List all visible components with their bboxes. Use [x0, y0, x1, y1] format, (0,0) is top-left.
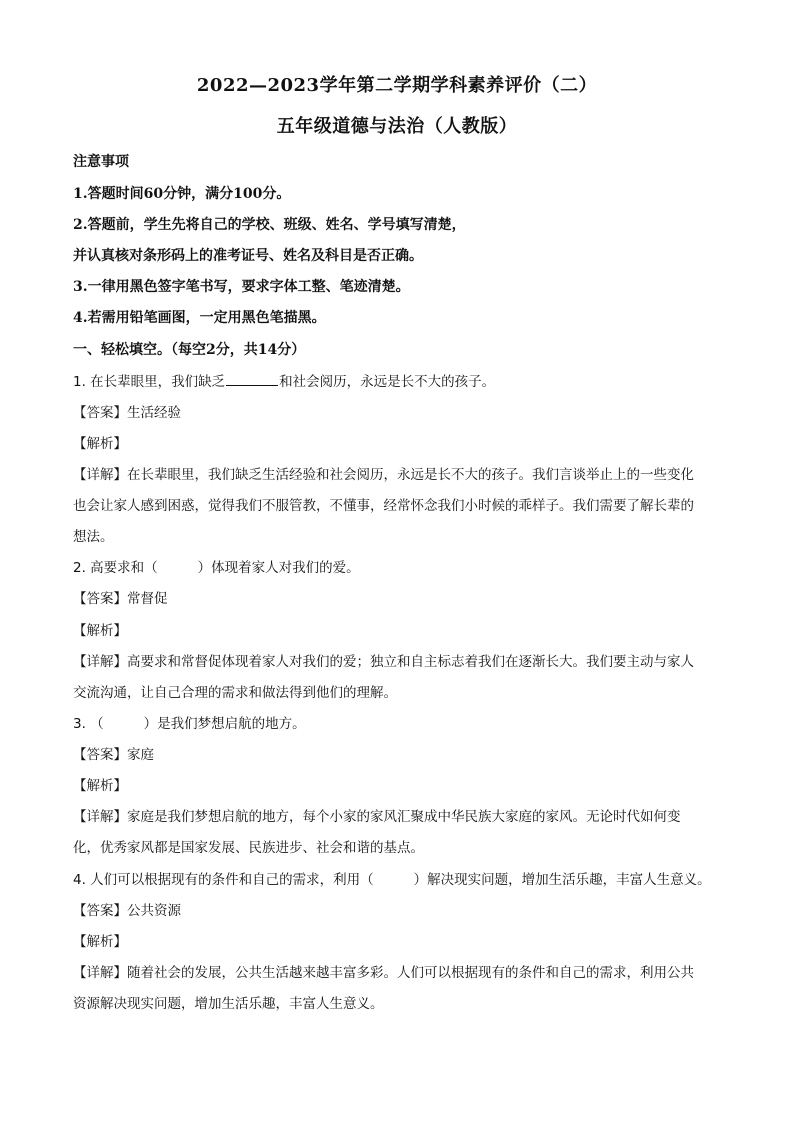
notes-heading: 注意事项: [73, 154, 129, 170]
question-1: [73, 370, 495, 390]
analysis-label: 【解析】: [73, 934, 127, 950]
answer-row: [73, 743, 154, 763]
detail-text: 在长辈眼里，我们缺乏生活经验和社会阅历，永远是长不大的孩子。我们言谈举止上的一些变化: [127, 467, 694, 483]
question-4: [73, 868, 711, 888]
answer-label: 【答案】: [73, 591, 127, 607]
analysis-label: 【解析】: [73, 436, 127, 452]
detail-text: 高要求和常督促体现着家人对我们的爱；独立和自主标志着我们在逐渐长大。我们要主动与家人: [127, 654, 694, 670]
analysis-label: 【解析】: [73, 778, 127, 794]
detail-row: [73, 805, 681, 825]
analysis-label: 【解析】: [73, 623, 127, 639]
question-text: 和社会阅历，永远是长不大的孩子。: [279, 374, 496, 390]
detail-text: 想法。: [73, 529, 114, 545]
question-text: ）解决现实问题，增加生活乐趣，丰富人生意义。: [413, 872, 711, 888]
detail-text: 家庭是我们梦想启航的地方，每个小家的家风汇聚成中华民族大家庭的家风。无论时代如何变: [127, 809, 681, 825]
question-text: 3. （: [73, 716, 104, 732]
detail-label: 【详解】: [73, 467, 127, 483]
question-3: [73, 712, 306, 732]
answer-value: 常督促: [127, 591, 168, 607]
question-text: 2. 高要求和（: [73, 560, 158, 576]
exam-title: 2022—2023学年第二学期学科素养评价（二）: [196, 75, 598, 96]
question-text: ）体现着家人对我们的爱。: [197, 560, 360, 576]
section-heading: 一、轻松填空。（每空2分，共14分）: [73, 342, 306, 358]
note-item: 1.答题时间60分钟，满分100分。: [73, 186, 291, 202]
detail-label: 【详解】: [73, 654, 127, 670]
answer-label: 【答案】: [73, 903, 127, 919]
answer-row: [73, 899, 181, 919]
answer-row: [73, 401, 181, 421]
detail-row: [73, 961, 694, 981]
detail-text: 交流沟通，让自己合理的需求和做法得到他们的理解。: [73, 685, 397, 701]
detail-text: 也会让家人感到困惑，觉得我们不服管教，不懂事，经常怀念我们小时候的乖样子。我们需要了解长辈的: [73, 498, 694, 514]
detail-label: 【详解】: [73, 965, 127, 981]
answer-blank: [226, 373, 278, 386]
detail-text: 化，优秀家风都是国家发展、民族进步、社会和谐的基点。: [73, 840, 424, 856]
question-2: [73, 556, 360, 576]
question-text: ）是我们梦想启航的地方。: [143, 716, 306, 732]
note-item: 3.一律用黑色签字笔书写，要求字体工整、笔迹清楚。: [73, 279, 410, 295]
answer-value: 家庭: [127, 747, 154, 763]
answer-value: 生活经验: [127, 405, 181, 421]
answer-label: 【答案】: [73, 747, 127, 763]
detail-row: [73, 650, 694, 670]
note-item: 4.若需用铅笔画图，一定用黑色笔描黑。: [73, 310, 326, 326]
note-item: 并认真核对条形码上的准考证号、姓名及科目是否正确。: [73, 248, 423, 264]
detail-text: 资源解决现实问题，增加生活乐趣，丰富人生意义。: [73, 996, 384, 1012]
detail-row: [73, 463, 694, 483]
answer-value: 公共资源: [127, 903, 181, 919]
question-text: 1. 在长辈眼里，我们缺乏: [73, 374, 226, 390]
detail-text: 随着社会的发展，公共生活越来越丰富多彩。人们可以根据现有的条件和自己的需求，利用公共: [127, 965, 694, 981]
answer-label: 【答案】: [73, 405, 127, 421]
answer-row: [73, 587, 168, 607]
question-text: 4. 人们可以根据现有的条件和自己的需求，利用（: [73, 872, 374, 888]
exam-subtitle: 五年级道德与法治（人教版）: [276, 116, 518, 137]
detail-label: 【详解】: [73, 809, 127, 825]
note-item: 2.答题前，学生先将自己的学校、班级、姓名、学号填写清楚，: [73, 217, 466, 233]
